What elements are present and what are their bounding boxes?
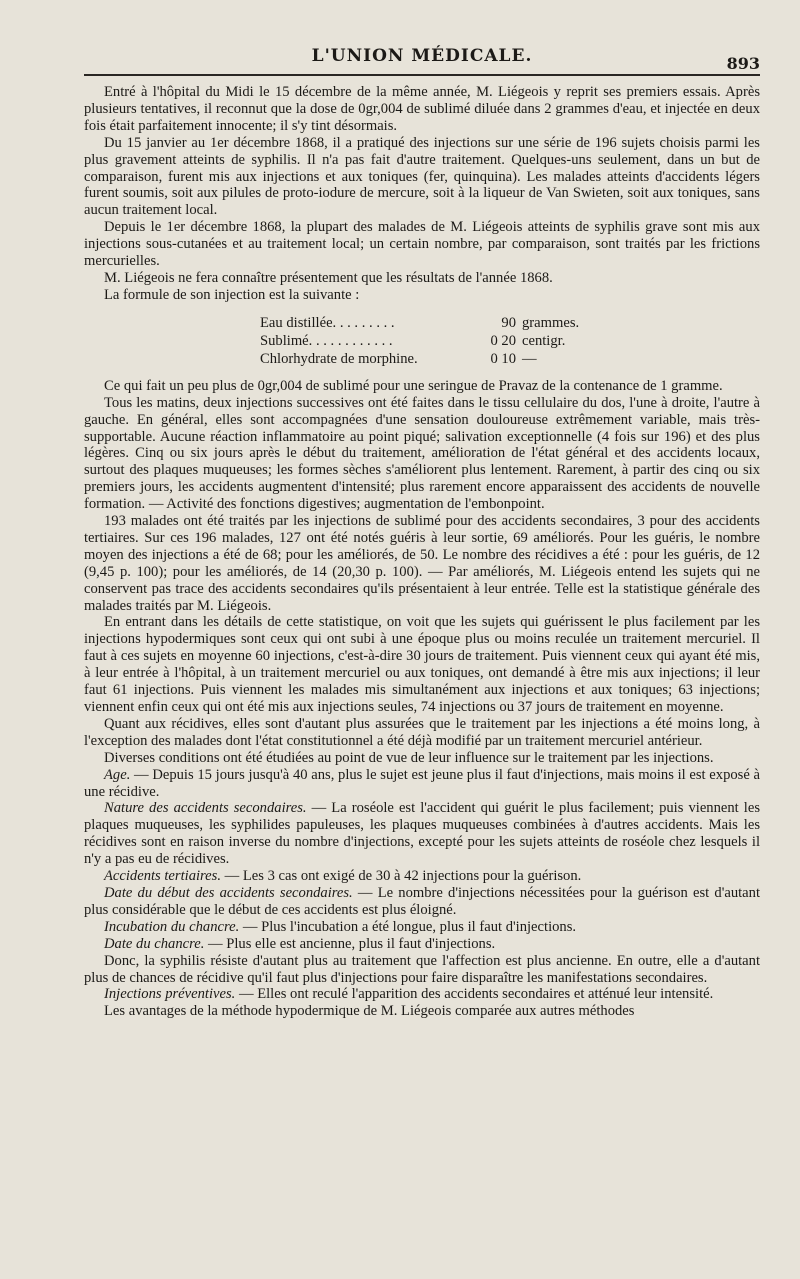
formula-quantity: 90 (501, 314, 516, 331)
paragraph: Tous les matins, deux injections successives ont été faites dans le tissu cellulaire du dos, l'une à droite, l'autre à gauche. En général, elles sont accompagnées d'une sensation douloureuse extrêmement variable, mais très-supportable. Aucune réaction inflammatoire au point piqué; salivation exceptionnelle (4 fois sur 196) et des plus légères. Cinq ou six jours après le début du traitement, amélioration de l'état général et des accidents locaux, surtout des plaques muqueuses; les formes sèches s'améliorent plus lentement. Rarement, à partir des cinq ou six premiers jours, les accidents augmentent d'intensité; plus rarement encore apparaissent des accidents de nouvelle formation. — Activité des fonctions digestives; augmentation de l'embonpoint. (84, 394, 760, 513)
item-term: Nature des accidents secondaires. (104, 800, 307, 817)
influence-item (84, 919, 760, 936)
formula-row (260, 350, 760, 368)
item-text: — Le nombre d'injections nécessitées pour la guérison est d'autant plus considérable que le début de ces accidents est plus éloigné. (84, 884, 761, 918)
item-term: Date du chancre. (104, 935, 205, 952)
paragraph: En entrant dans les détails de cette statistique, on voit que les sujets qui guérissent le plus facilement par les injections hypodermiques sont ceux qui ont subi à une époque plus ou moins reculée un traitement mercuriel. Il faut à ces sujets en moyenne 60 injections, c'est-à-dire 30 jours de traitement. Puis viennent ceux qui ayant été mis, à leur entrée à l'hôpital, à un traitement mercuriel ou aux toniques, ont demandé à être mis aux injections; il leur faut 61 injections. Puis viennent les malades mis simultanément aux injections et aux toniques; 63 injections; viennent enfin ceux qui ont été mis aux injections seules, 74 injections ou 37 jours de traitement en moyenne. (84, 614, 760, 715)
formula-row (260, 314, 760, 332)
influence-item (84, 885, 760, 919)
item-term: Injections préventives. (104, 986, 236, 1003)
item-text: — Les 3 cas ont exigé de 30 à 42 injections pour la guérison. (221, 868, 582, 885)
paragraph: Quant aux récidives, elles sont d'autant plus assurées que le traitement par les injections a été moins long, à l'exception des malades dont l'état constitutionnel a été déjà modifié par un traitement mercuriel antérieur. (84, 715, 760, 749)
injection-formula (260, 314, 760, 368)
page-number: 893 (726, 54, 760, 73)
paragraph: Les avantages de la méthode hypodermique de M. Liégeois comparée aux autres méthodes (104, 1003, 635, 1020)
formula-ingredient: Eau distillée. . . . . . . . . (260, 314, 395, 331)
article-body (84, 84, 760, 1020)
item-text: — La roséole est l'accident qui guérit le plus facilement; puis viennent les plaques muqueuses, les syphilides papuleuses, les plaques muqueuses combinées à d'autres accidents. Mais les récidives sont en raison inverse du nombre d'injections, excepté pour les sujets atteints de roséole chez lesquels il n'y a pas eu de récidives. (84, 800, 761, 868)
formula-ingredient: Chlorhydrate de morphine. (260, 350, 418, 367)
item-term: Accidents tertiaires. (104, 868, 221, 885)
influence-item (84, 986, 760, 1003)
paragraph: Diverses conditions ont été étudiées au point de vue de leur influence sur le traitement par les injections. (104, 749, 714, 766)
formula-unit: grammes. (522, 314, 580, 331)
item-text: — Elles ont reculé l'apparition des accidents secondaires et atténué leur intensité. (235, 986, 714, 1003)
influence-item (84, 800, 760, 868)
formula-quantity: 0 10 (490, 350, 516, 367)
paragraph: Donc, la syphilis résiste d'autant plus au traitement que l'affection est plus ancienne. En outre, elle a d'autant plus de chances de récidive qu'il faut plus d'injections pour faire disparaître les manifestations secondaires. (84, 952, 760, 986)
paragraph: La formule de son injection est la suivante : (104, 286, 360, 303)
influence-item (84, 767, 760, 801)
item-text: — Depuis 15 jours jusqu'à 40 ans, plus le sujet est jeune plus il faut d'injections, mais moins il est exposé à une récidive. (84, 766, 760, 800)
paragraph: Entré à l'hôpital du Midi le 15 décembre de la même année, M. Liégeois y reprit ses premiers essais. Après plusieurs tentatives, il reconnut que la dose de 0gr,004 de sublimé diluée dans 2 grammes d'eau, et injectée en deux fois était parfaitement innocente; il s'y tint désormais. (84, 84, 760, 134)
formula-row (260, 332, 760, 350)
formula-ingredient: Sublimé. . . . . . . . . . . . (260, 332, 393, 349)
paragraph: Depuis le 1er décembre 1868, la plupart des malades de M. Liégeois atteints de syphilis grave sont mis aux injections sous-cutanées et au traitement local; un certain nombre, par comparaison, sont traités par les frictions mercurielles. (84, 219, 760, 270)
page-header (84, 40, 760, 76)
influence-item (84, 936, 760, 953)
paragraph: 193 malades ont été traités par les injections de sublimé pour des accidents secondaires, 3 pour des accidents tertiaires. Sur ces 196 malades, 127 ont été notés guéris à leur sortie, 69 améliorés. Pour les guéris, le nombre moyen des injections a été de 68; pour les améliorés, de 50. Le nombre des récidives a été : pour les guéris, de 12 (9,45 p. 100); pour les améliorés, de 14 (20,30 p. 100). — Par améliorés, M. Liégeois entend les sujets qui ne conservent pas trace des accidents secondaires qu'ils présentaient à leur entrée. Telle est la statistique générale des malades traités par M. Liégeois. (84, 513, 760, 614)
item-term: Incubation du chancre. (104, 918, 240, 935)
item-text: — Plus l'incubation a été longue, plus il faut d'injections. (239, 918, 577, 935)
paragraph: Du 15 janvier au 1er décembre 1868, il a pratiqué des injections sur une série de 196 sujets choisis parmi les plus gravement atteints de syphilis. Il n'a pas fait d'autre traitement. Quelques-uns seulement, dans un but de comparaison, furent mis aux injections et aux toniques (fer, quinquina). Les malades atteints d'accidents légers furent soumis, soit aux pilules de proto-iodure de mercure, soit à la liqueur de Van Swieten, soit aux toniques, sans aucun traitement local. (84, 134, 760, 219)
running-title: L'UNION MÉDICALE. (311, 46, 533, 66)
paragraph: Ce qui fait un peu plus de 0gr,004 de sublimé pour une seringue de Pravaz de la contenance de 1 gramme. (104, 377, 723, 394)
formula-unit: centigr. (522, 332, 566, 349)
influence-item (84, 868, 760, 885)
item-text: — Plus elle est ancienne, plus il faut d'injections. (204, 935, 496, 952)
formula-unit: — (522, 350, 537, 367)
item-term: Date du début des accidents secondaires. (104, 884, 353, 901)
paragraph: M. Liégeois ne fera connaître présentement que les résultats de l'année 1868. (104, 269, 553, 286)
formula-quantity: 0 20 (490, 332, 516, 349)
item-term: Age. (104, 766, 131, 783)
